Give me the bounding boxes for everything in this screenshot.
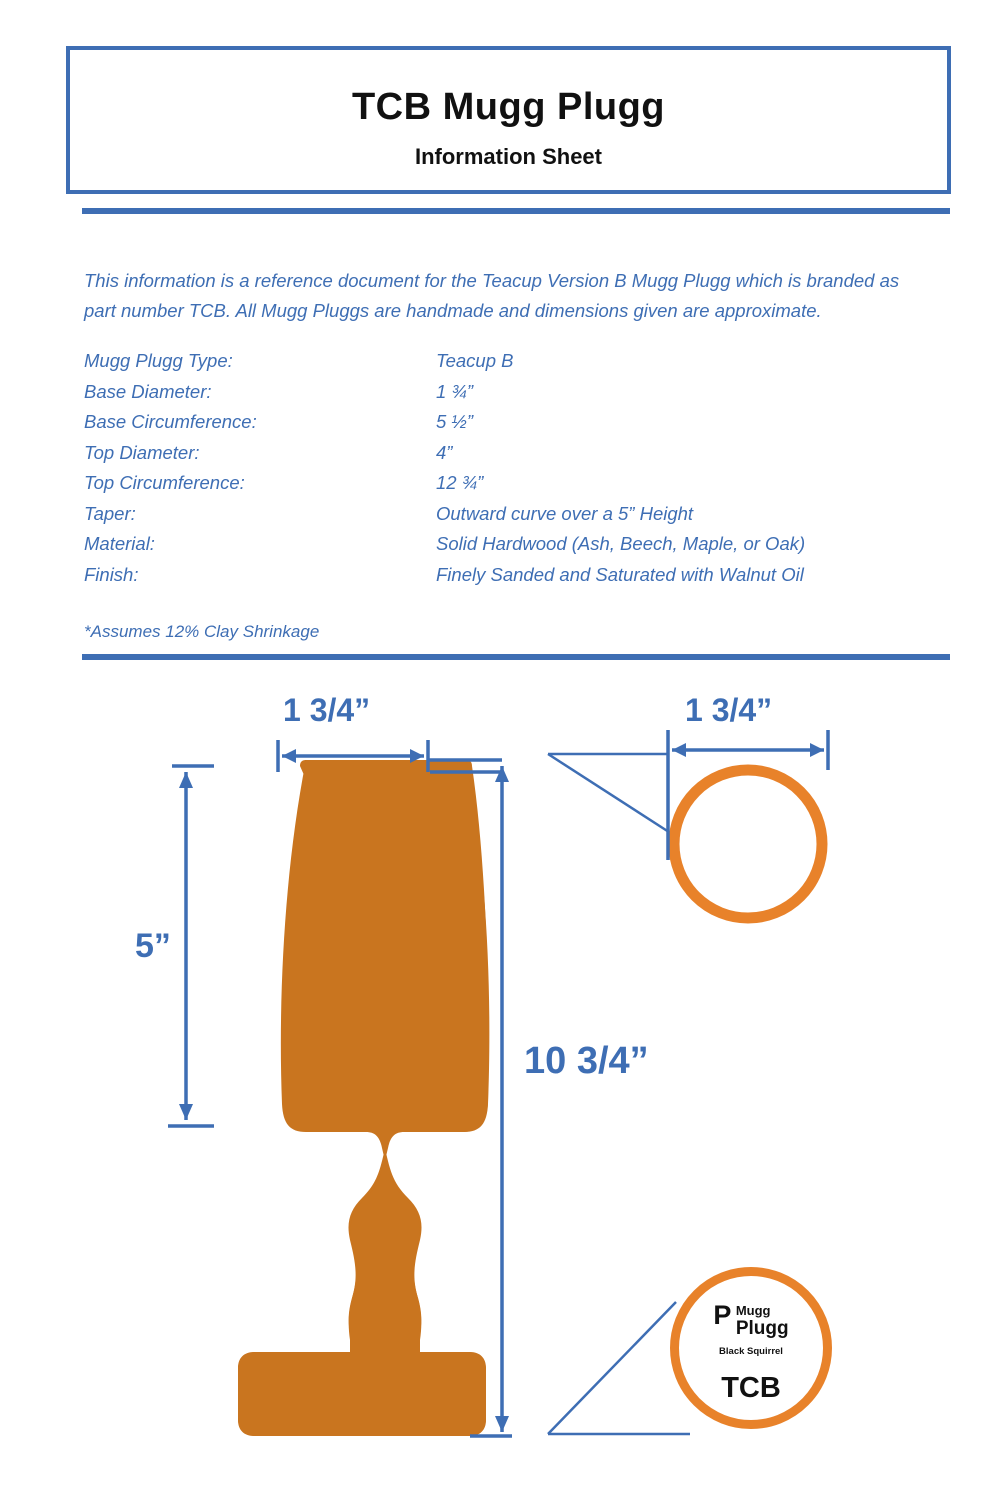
arrow-head-up [179, 772, 193, 788]
spec-value: 12 ¾” [436, 472, 484, 493]
logo-word-mugg: Mugg [735, 1303, 771, 1318]
spec-value: 1 ¾” [436, 380, 474, 402]
spec-value: 4” [436, 441, 453, 463]
page-title: TCB Mugg Plugg [351, 86, 666, 128]
drawing-svg [0, 662, 1004, 1496]
spec-label: Taper: [84, 502, 136, 524]
spec-row [84, 564, 924, 595]
dimension-label-circle-diameter: 1 3/4” [685, 692, 773, 728]
arrow-head-up-2 [495, 766, 509, 782]
spec-row [84, 411, 924, 442]
brand-logo-badge [670, 1267, 832, 1429]
dimension-label-body-height: 5” [135, 927, 171, 965]
technical-drawing [0, 662, 1004, 1496]
logo-wordmark [736, 1302, 789, 1339]
leader-lines-top-view [548, 754, 672, 834]
spec-value: Teacup B [436, 350, 514, 371]
arrow-head-left [282, 749, 296, 763]
spec-row [84, 503, 924, 534]
dimension-label-top-width: 1 3/4” [283, 692, 371, 728]
body-height-dimension [168, 766, 214, 1126]
spec-label: Top Circumference: [84, 472, 245, 493]
spec-row [84, 350, 924, 381]
logo-part-code: TCB [721, 1372, 781, 1404]
spec-label: Mugg Plugg Type: [84, 350, 233, 371]
spec-label: Top Diameter: [84, 441, 200, 463]
logo-word-plugg: Plugg [735, 1318, 789, 1339]
footnote: *Assumes 12% Clay Shrinkage [84, 622, 320, 641]
spec-list [84, 350, 924, 594]
top-view-circle [674, 770, 822, 918]
spec-label: Finish: [84, 563, 139, 585]
spec-row [84, 381, 924, 412]
page-subtitle: Information Sheet [414, 144, 602, 169]
dimension-label-total-height: 10 3/4” [524, 1040, 649, 1082]
logo-initial: P [713, 1300, 731, 1330]
spec-label: Base Diameter: [84, 380, 212, 402]
spec-row [84, 472, 924, 503]
plug-profile-shape [238, 760, 489, 1436]
arrow-head-right-2 [810, 743, 824, 757]
arrow-head-down [179, 1104, 193, 1120]
logo-mark [679, 1302, 823, 1339]
intro-paragraph: This information is a reference document for the Teacup Version B Mugg Plugg which is branded as part number TCB. All Mugg Pluggs are handmade and dimensions given are approximate. [84, 270, 900, 321]
spec-value: Solid Hardwood (Ash, Beech, Maple, or Oak) [436, 533, 806, 554]
spec-value: Outward curve over a 5” Height [436, 502, 694, 524]
leader-lines-logo [548, 1302, 690, 1434]
divider-top [82, 208, 950, 214]
spec-row [84, 442, 924, 473]
spec-label: Base Circumference: [84, 411, 257, 432]
title-block [66, 46, 951, 194]
divider-middle [82, 654, 950, 660]
arrow-head-left-2 [672, 743, 686, 757]
arrow-head-down-2 [495, 1416, 509, 1432]
spec-row [84, 533, 924, 564]
logo-tagline: Black Squirrel [719, 1346, 783, 1357]
spec-label: Material: [84, 533, 155, 554]
spec-value: Finely Sanded and Saturated with Walnut Oil [436, 563, 804, 585]
spec-value: 5 ½” [436, 411, 474, 432]
